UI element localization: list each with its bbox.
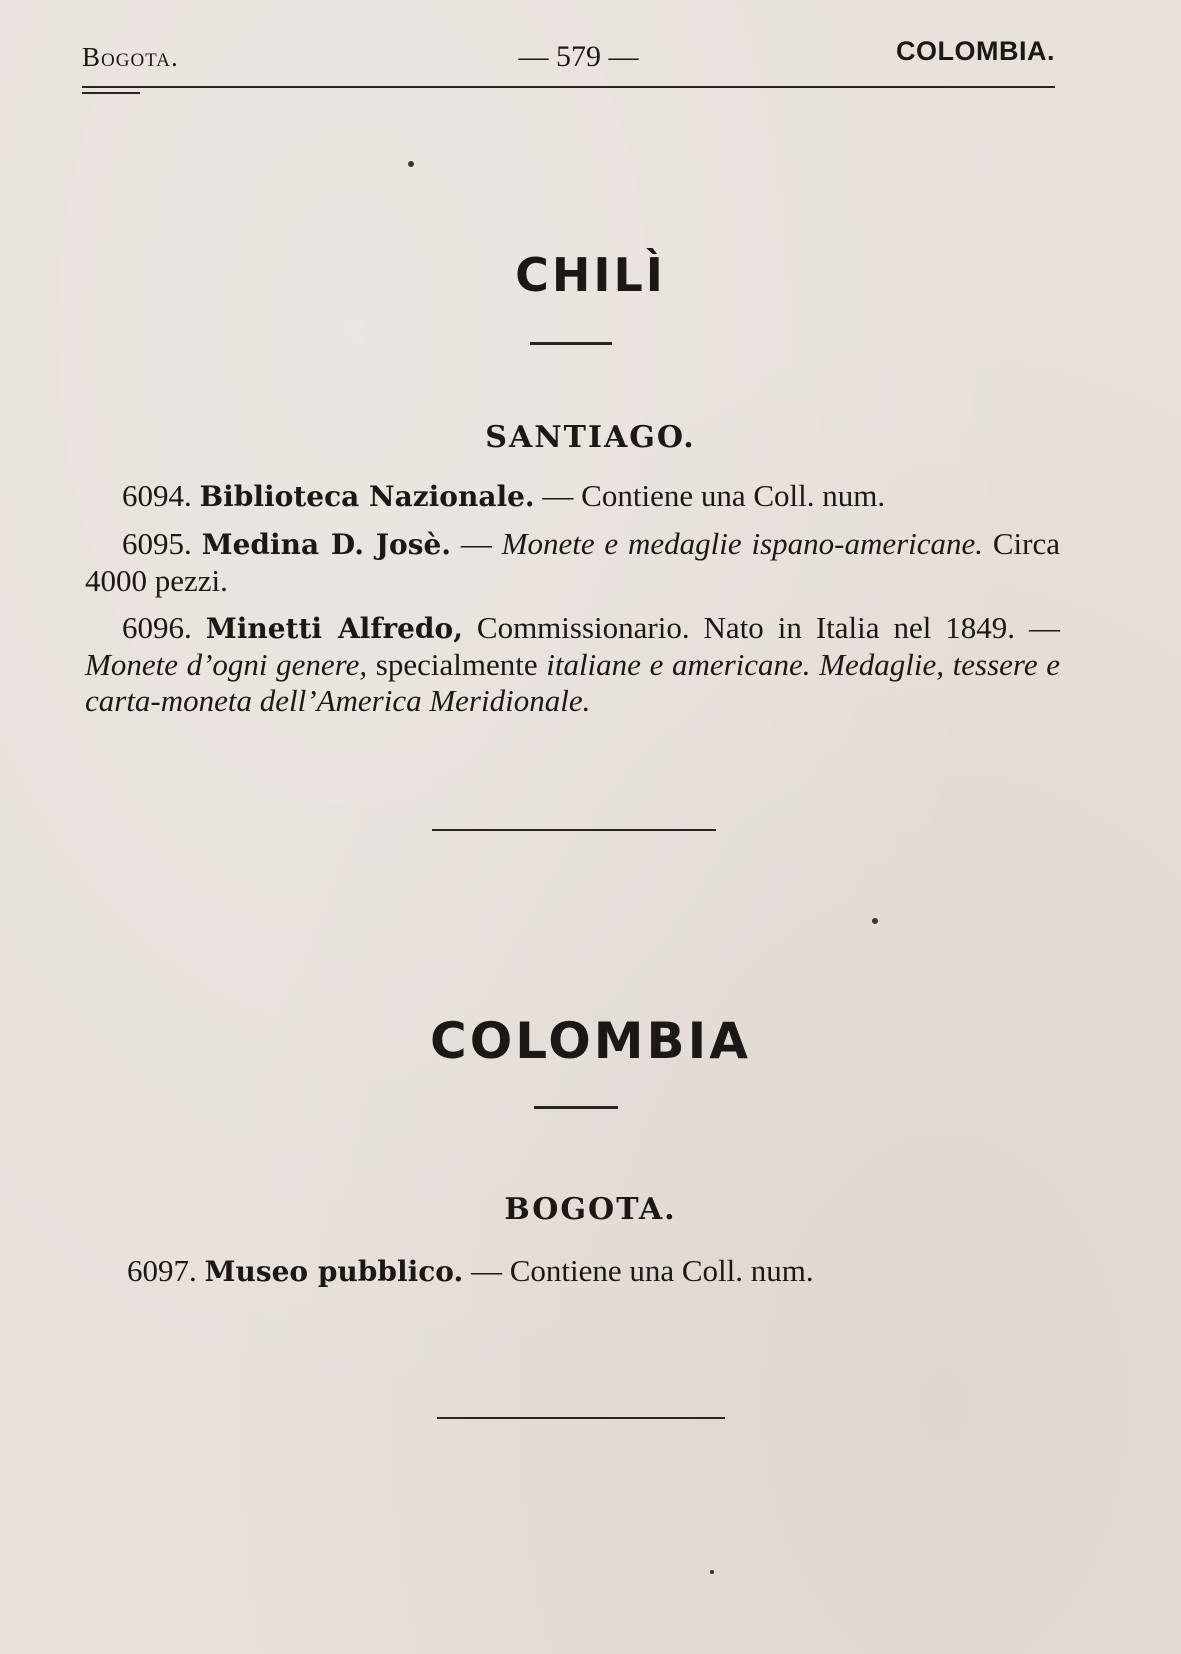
running-header xyxy=(82,30,1055,80)
entry-name: Museo pubblico. xyxy=(204,1255,464,1288)
entry-description: specialmente xyxy=(367,647,547,682)
entry-description-italic: Monete e medaglie ispano-americane. xyxy=(501,526,984,561)
entry-description: Circa 4000 pezzi. xyxy=(85,526,1060,598)
entry-name: Minetti Alfredo, xyxy=(205,612,463,645)
header-left-city: Bogota. xyxy=(82,42,179,72)
ink-speck xyxy=(872,918,878,924)
ink-speck xyxy=(710,1570,714,1574)
header-right-country: COLOMBIA. xyxy=(896,36,1055,66)
catalog-entry xyxy=(85,478,1060,515)
entry-description: Commissionario. Nato in Italia nel 1849. — xyxy=(462,610,1060,645)
entry-description-italic: italiane e americane. Medaglie, tessere e carta-moneta dell’America Meridionale. xyxy=(85,647,1060,718)
catalog-entry xyxy=(85,526,1060,599)
city-title-bogota: BOGOTA. xyxy=(504,1192,677,1227)
entry-number: 6096. xyxy=(122,610,192,645)
header-rule xyxy=(82,86,1055,88)
entries-santiago xyxy=(85,478,1060,730)
entry-number: 6094. xyxy=(122,478,192,513)
entry-number: 6095. xyxy=(122,526,192,561)
entries-bogota xyxy=(90,1253,1000,1301)
city-title-santiago: SANTIAGO. xyxy=(485,420,696,455)
section-separator xyxy=(432,829,716,831)
entry-description: — Contiene una Coll. num. xyxy=(534,478,886,513)
header-rule-short xyxy=(82,92,140,94)
title-rule xyxy=(534,1106,618,1109)
catalog-entry xyxy=(85,610,1060,719)
entry-description-italic: Monete d’ogni genere, xyxy=(85,647,368,682)
country-title-chile: CHILÌ xyxy=(515,248,666,302)
country-title-colombia: COLOMBIA xyxy=(430,1012,751,1070)
entry-description: — Contiene una Coll. num. xyxy=(463,1253,814,1288)
entry-number: 6097. xyxy=(127,1253,197,1288)
ink-speck xyxy=(408,161,414,167)
catalog-entry xyxy=(90,1253,1000,1290)
title-rule xyxy=(530,342,612,345)
section-separator xyxy=(437,1417,725,1419)
entry-name: Biblioteca Nazionale. xyxy=(199,480,535,513)
entry-description: — xyxy=(451,526,502,561)
entry-name: Medina D. Josè. xyxy=(201,528,452,561)
page-number: — 579 — xyxy=(518,40,639,73)
